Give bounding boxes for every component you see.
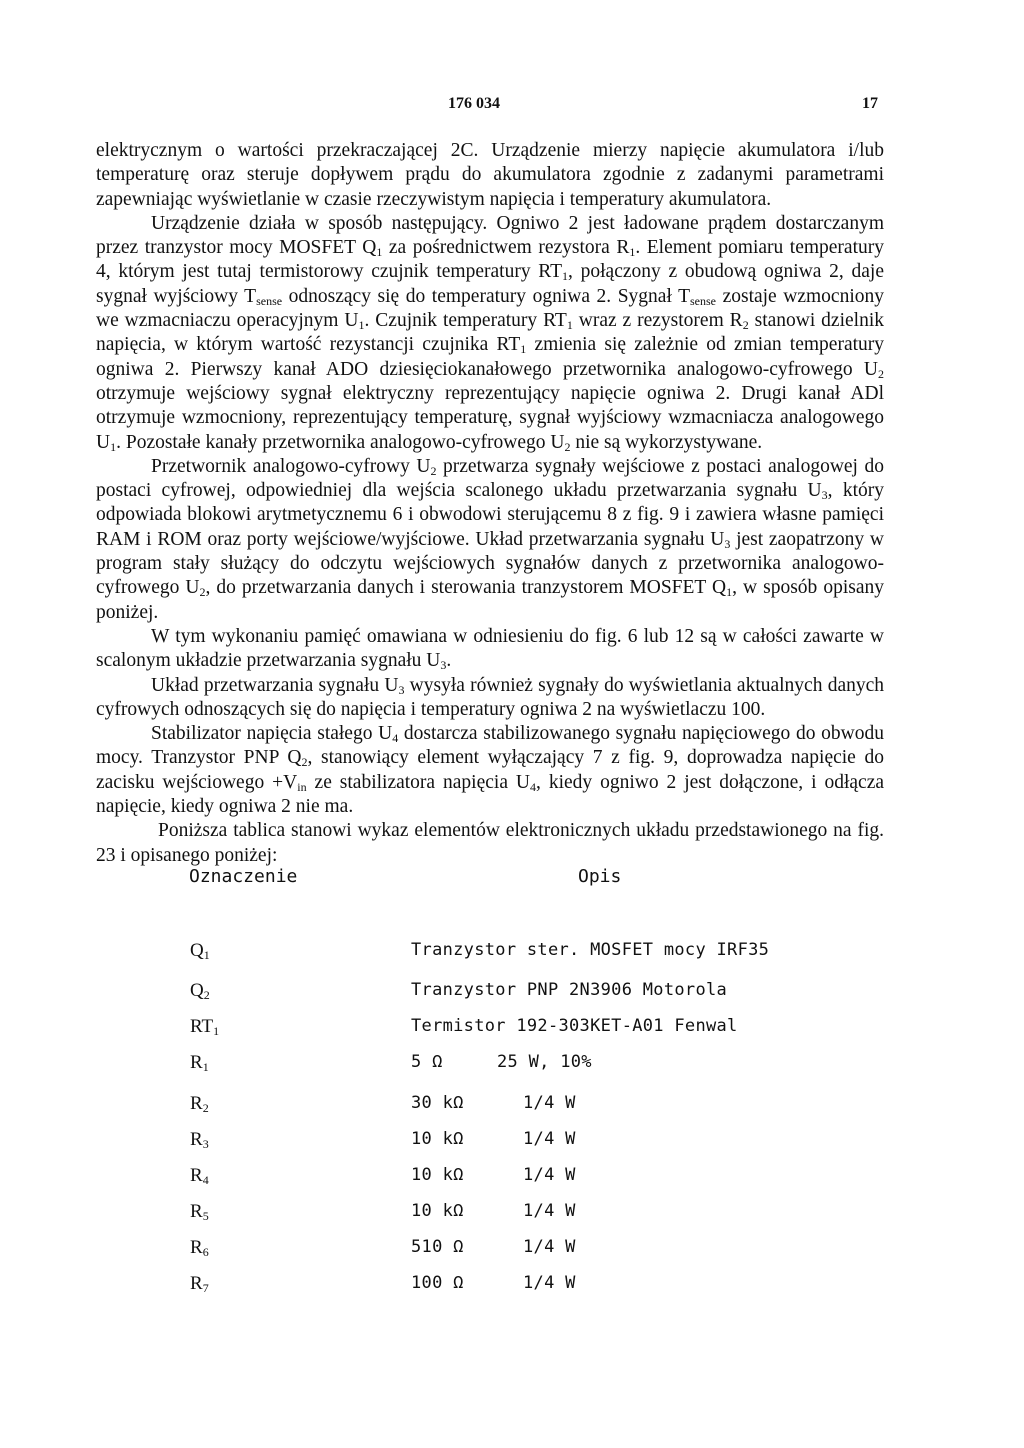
component-value: 510 Ω — [411, 1237, 464, 1257]
subscript: 1 — [629, 245, 636, 260]
subscript: 6 — [202, 1245, 209, 1259]
component-description — [411, 1201, 576, 1221]
component-designation: $R_5$ — [190, 1201, 209, 1223]
component-value: Termistor 192-303KET-A01 Fenwal — [411, 1016, 738, 1036]
component-description — [411, 1237, 576, 1257]
component-designation: $R_2$ — [190, 1093, 209, 1115]
subscript: 2 — [199, 585, 206, 600]
table-row — [0, 1201, 1024, 1231]
paragraph: elektrycznym o wartości przekraczającej 2C. Urządzenie mierzy napięcie akumulatora i/lub temperaturę oraz steruje dopływem prądu do akumulatora zgodnie z zadanymi parametrami zapewniając wyświetlanie w czasie rzeczywistym napięcia i temperatury akumulatora. — [96, 140, 884, 210]
body-text — [96, 139, 884, 868]
subscript: in — [297, 779, 307, 794]
subscript: sense — [256, 293, 283, 308]
component-rating: 1/4 W — [523, 1165, 576, 1185]
patent-number: 176 034 — [448, 95, 500, 112]
table-row — [0, 1052, 1024, 1082]
component-designation: $Q_2$ — [190, 980, 210, 1002]
subscript: 2 — [430, 463, 437, 478]
paragraph: Poniższa tablica stanowi wykaz elementów elektronicznych układu przedstawionego na fig. 23 i opisanego poniżej: — [96, 820, 884, 866]
component-designation: $R_4$ — [190, 1165, 209, 1187]
subscript: 2 — [878, 366, 884, 381]
subscript: 1 — [358, 318, 365, 333]
component-description — [411, 1093, 576, 1113]
table-row — [0, 1093, 1024, 1123]
table-row — [0, 1016, 1024, 1046]
component-value: 5 Ω — [411, 1052, 443, 1072]
subscript: 3 — [398, 682, 405, 697]
column-header-designation: Oznaczenie — [189, 866, 298, 887]
page-number: 17 — [862, 95, 878, 112]
table-row — [0, 1129, 1024, 1159]
component-value: Tranzystor PNP 2N3906 Motorola — [411, 980, 728, 1000]
component-description — [411, 940, 769, 960]
table-row — [0, 940, 1024, 970]
subscript: 4 — [202, 1173, 209, 1187]
component-designation: $Q_1$ — [190, 940, 210, 962]
page-header — [0, 95, 1024, 119]
component-value: Tranzystor ster. MOSFET mocy IRF35 — [411, 940, 770, 960]
component-rating: 25 W, 10% — [497, 1052, 592, 1072]
component-description — [411, 1273, 576, 1293]
component-rating: 1/4 W — [523, 1129, 576, 1149]
subscript: 1 — [726, 585, 733, 600]
subscript: 1 — [202, 1060, 209, 1074]
table-row — [0, 1273, 1024, 1303]
subscript: 1 — [562, 269, 569, 284]
component-description — [411, 1016, 738, 1036]
component-value: 30 kΩ — [411, 1093, 464, 1113]
subscript: 5 — [202, 1209, 209, 1223]
table-row — [0, 980, 1024, 1010]
paragraph: Urządzenie działa w sposób następujący. Ogniwo 2 jest ładowane prądem dostarczanym przez tranzystor mocy MOSFET $Q_1$ za pośrednictwem rezystora $R_1$. Element pomiaru temperatury 4, którym jest tutaj termistorowy czujnik temperatury $RT_1$, połączony z obudową ogniwa 2, daje sygnał wyjściowy $T_{sense}$ odnoszący się do temperatury ogniwa 2. Sygnał $T_{sense}$ zostaje wzmocniony we wzmacniaczu operacyjnym $U_1$. Czujnik temperatury $RT_1$ wraz z rezystorem $R_2$ stanowi dzielnik napięcia, w którym wartość rezystancji czujnika $RT_1$ zmienia się zależnie od zmian temperatury ogniwa 2. Pierwszy kanał ADO dziesięciokanałowego przetwornika analogowo-cyfrowego $U_2$ otrzymuje wejściowy sygnał elektryczny reprezentujący napięcie ogniwa 2. Drugi kanał ADl otrzymuje wzmocniony, reprezentujący temperaturę, sygnał wyjściowy wzmacniacza analogowego $U_1$. Pozostałe kanały przetwornika analogowo-cyfrowego $U_2$ nie są wykorzystywane. — [96, 212, 885, 454]
subscript: 1 — [213, 1024, 220, 1038]
component-designation: $R_3$ — [190, 1129, 209, 1151]
component-designation: $RT_1$ — [190, 1016, 220, 1038]
component-rating: 1/4 W — [523, 1093, 576, 1113]
paragraph: Układ przetwarzania sygnału $U_3$ wysyła również sygnały do wyświetlania aktualnych danych cyfrowych odnoszących się do napięcia i temperatury ogniwa 2 na wyświetlaczu 100. — [96, 674, 885, 720]
component-value: 10 kΩ — [411, 1165, 464, 1185]
component-description — [411, 1052, 592, 1072]
subscript: 1 — [520, 342, 527, 357]
subscript: 2 — [202, 1101, 209, 1115]
paragraph: W tym wykonaniu pamięć omawiana w odniesieniu do fig. 6 lub 12 są w całości zawarte w scalonym układzie przetwarzania sygnału $U_3$. — [96, 625, 884, 673]
subscript: 2 — [742, 318, 749, 333]
subscript: 3 — [724, 536, 731, 551]
table-row — [0, 1237, 1024, 1267]
subscript: 1 — [110, 439, 117, 454]
component-description — [411, 1165, 576, 1185]
subscript: 2 — [564, 439, 571, 454]
component-designation: $R_6$ — [190, 1237, 209, 1259]
component-designation: $R_1$ — [190, 1052, 209, 1074]
component-description — [411, 980, 727, 1000]
component-value: 10 kΩ — [411, 1201, 464, 1221]
subscript: 3 — [202, 1137, 209, 1151]
table-row — [0, 1165, 1024, 1195]
subscript: 2 — [203, 988, 210, 1002]
subscript: 4 — [392, 731, 399, 746]
paragraph: Stabilizator napięcia stałego $U_4$ dostarcza stabilizowanego sygnału napięciowego do obwodu mocy. Tranzystor PNP $Q_2$, stanowiący element wyłączający 7 z fig. 9, doprowadza napięcie do zacisku wejściowego $+V_{in}$ ze stabilizatora napięcia $U_4$, kiedy ogniwo 2 jest dołączone, i odłącza napięcie, kiedy ogniwa 2 nie ma. — [96, 723, 885, 818]
component-rating: 1/4 W — [523, 1273, 576, 1293]
subscript: 2 — [301, 755, 308, 770]
subscript: sense — [690, 293, 717, 308]
component-value: 10 kΩ — [411, 1129, 464, 1149]
subscript: 1 — [203, 948, 210, 962]
component-designation: $R_7$ — [190, 1273, 209, 1295]
component-value: 100 Ω — [411, 1273, 464, 1293]
paragraph: Przetwornik analogowo-cyfrowy $U_2$ przetwarza sygnały wejściowe z postaci analogowej do postaci cyfrowej, odpowiedniej dla wejścia scalonego układu przetwarzania sygnału $U_3$, który odpowiada blokowi arytmetycznemu 6 i obwodowi sterującemu 8 z fig. 9 i zawiera własne pamięci RAM i ROM oraz porty wejściowe/wyjściowe. Układ przetwarzania sygnału $U_3$ jest zaopatrzony w program stały służący do odczytu wejściowych sygnałów danych z przetwornika analogowo-cyfrowego $U_2$, do przetwarzania danych i sterowania tranzystorem MOSFET $Q_1$, w sposób opisany poniżej. — [96, 455, 885, 623]
component-description — [411, 1129, 576, 1149]
subscript: 7 — [202, 1281, 209, 1295]
subscript: 4 — [530, 779, 537, 794]
column-header-description: Opis — [578, 866, 622, 887]
subscript: 1 — [566, 318, 573, 333]
component-rating: 1/4 W — [523, 1237, 576, 1257]
component-rating: 1/4 W — [523, 1201, 576, 1221]
subscript: 1 — [376, 245, 383, 260]
subscript: 3 — [821, 488, 828, 503]
subscript: 3 — [440, 658, 447, 673]
